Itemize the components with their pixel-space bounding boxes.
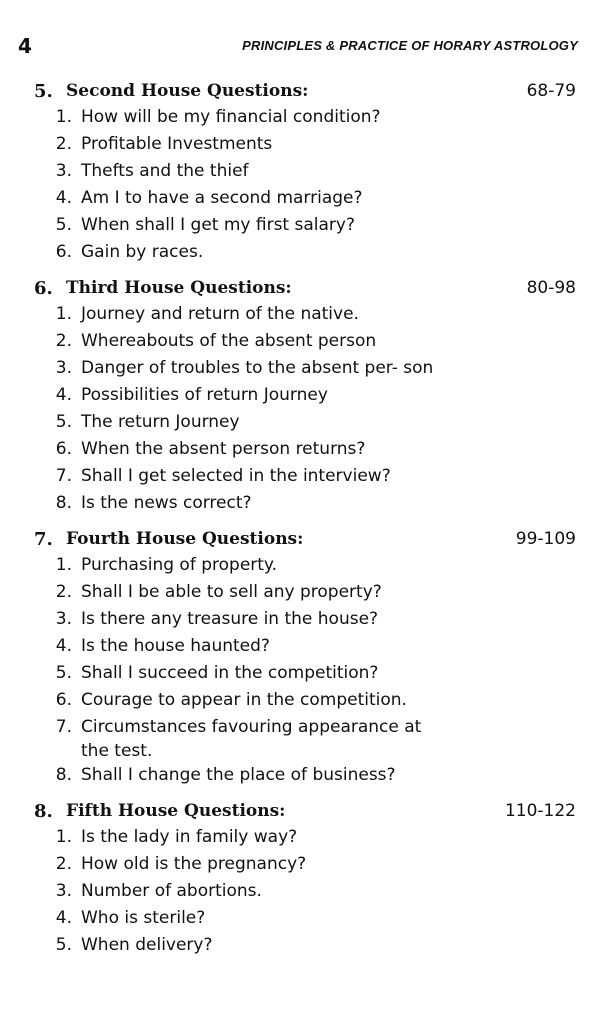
item-text: Danger of troubles to the absent per- son	[81, 358, 434, 378]
list-item	[34, 302, 576, 329]
list-item	[34, 105, 576, 132]
item-text: Purchasing of property.	[81, 555, 277, 575]
section-number: 5.	[34, 81, 53, 102]
section-title: Fourth House Questions:	[66, 529, 304, 549]
item-number: 3.	[55, 358, 72, 378]
section-title: Fifth House Questions:	[66, 801, 286, 821]
item-number: 4.	[55, 385, 72, 405]
section-heading	[34, 526, 576, 553]
list-item	[34, 329, 576, 356]
list-item	[34, 879, 576, 906]
item-number: 7.	[55, 466, 72, 486]
list-item	[34, 132, 576, 159]
item-text: Number of abortions.	[81, 881, 262, 901]
item-number: 3.	[55, 881, 72, 901]
toc-section	[34, 526, 576, 790]
list-item	[34, 607, 576, 634]
item-text: Is there any treasure in the house?	[81, 609, 379, 629]
list-item	[34, 933, 576, 960]
toc-section	[34, 78, 576, 267]
list-item	[34, 580, 576, 607]
item-number: 5.	[55, 215, 72, 235]
section-number: 6.	[34, 278, 53, 299]
list-item	[34, 410, 576, 437]
item-number: 5.	[55, 412, 72, 432]
item-number: 1.	[55, 304, 72, 324]
item-text: How will be my financial condition?	[81, 107, 381, 127]
list-item	[34, 763, 576, 790]
item-text: The return Journey	[81, 412, 240, 432]
item-text: How old is the pregnancy?	[81, 854, 307, 874]
list-item	[34, 356, 576, 383]
toc-section	[34, 798, 576, 960]
item-number: 6.	[55, 242, 72, 262]
item-text: Courage to appear in the competition.	[81, 690, 407, 710]
item-number: 6.	[55, 439, 72, 459]
toc-section	[34, 275, 576, 518]
section-pages: 68-79	[526, 81, 576, 101]
item-text: When shall I get my first salary?	[81, 215, 355, 235]
item-text: Am I to have a second marriage?	[81, 188, 363, 208]
list-item	[34, 634, 576, 661]
list-item	[34, 383, 576, 410]
list-item	[34, 715, 576, 763]
item-text: Is the house haunted?	[81, 636, 270, 656]
item-text: Journey and return of the native.	[81, 304, 359, 324]
section-pages: 110-122	[504, 801, 576, 821]
list-item	[34, 688, 576, 715]
list-item	[34, 186, 576, 213]
item-text: Whereabouts of the absent person	[81, 331, 377, 351]
section-pages: 80-98	[526, 278, 576, 298]
item-number: 1.	[55, 555, 72, 575]
item-text: Is the news correct?	[81, 493, 252, 513]
item-text: Is the lady in family way?	[81, 827, 298, 847]
item-number: 5.	[55, 663, 72, 683]
item-text: Profitable Investments	[81, 134, 273, 154]
list-item	[34, 906, 576, 933]
item-number: 2.	[55, 854, 72, 874]
item-number: 3.	[55, 609, 72, 629]
item-text: Shall I be able to sell any property?	[81, 582, 382, 602]
item-text: Shall I change the place of business?	[81, 765, 396, 785]
section-number: 7.	[34, 529, 53, 550]
item-text: When the absent person returns?	[81, 439, 366, 459]
item-text: When delivery?	[81, 935, 213, 955]
item-text: Shall I succeed in the competition?	[81, 663, 379, 683]
item-number: 2.	[55, 331, 72, 351]
item-number: 2.	[55, 582, 72, 602]
item-text: Gain by races.	[81, 242, 204, 262]
running-head: PRINCIPLES & PRACTICE OF HORARY ASTROLOGY	[242, 38, 578, 53]
item-number: 5.	[55, 935, 72, 955]
section-heading	[34, 275, 576, 302]
item-number: 4.	[55, 908, 72, 928]
list-item	[34, 464, 576, 491]
item-number: 8.	[55, 765, 72, 785]
list-item	[34, 437, 576, 464]
item-text: Who is sterile?	[81, 908, 206, 928]
item-number: 1.	[55, 827, 72, 847]
item-number: 4.	[55, 188, 72, 208]
item-number: 2.	[55, 134, 72, 154]
table-of-contents	[34, 78, 576, 968]
item-text: Possibilities of return Journey	[81, 385, 328, 405]
item-number: 4.	[55, 636, 72, 656]
section-pages: 99-109	[515, 529, 576, 549]
section-number: 8.	[34, 801, 53, 822]
list-item	[34, 852, 576, 879]
item-number: 7.	[55, 717, 72, 737]
item-number: 3.	[55, 161, 72, 181]
item-text: Thefts and the thief	[81, 161, 249, 181]
section-heading	[34, 78, 576, 105]
list-item	[34, 661, 576, 688]
section-title: Second House Questions:	[66, 81, 309, 101]
item-number: 6.	[55, 690, 72, 710]
list-item	[34, 159, 576, 186]
list-item	[34, 825, 576, 852]
list-item	[34, 240, 576, 267]
list-item	[34, 553, 576, 580]
item-text: Shall I get selected in the interview?	[81, 466, 391, 486]
list-item	[34, 491, 576, 518]
item-number: 1.	[55, 107, 72, 127]
section-title: Third House Questions:	[66, 278, 292, 298]
item-text: Circumstances favouring appearance at the test.	[81, 717, 422, 761]
item-number: 8.	[55, 493, 72, 513]
list-item	[34, 213, 576, 240]
section-heading	[34, 798, 576, 825]
page-number: 4	[18, 34, 32, 58]
